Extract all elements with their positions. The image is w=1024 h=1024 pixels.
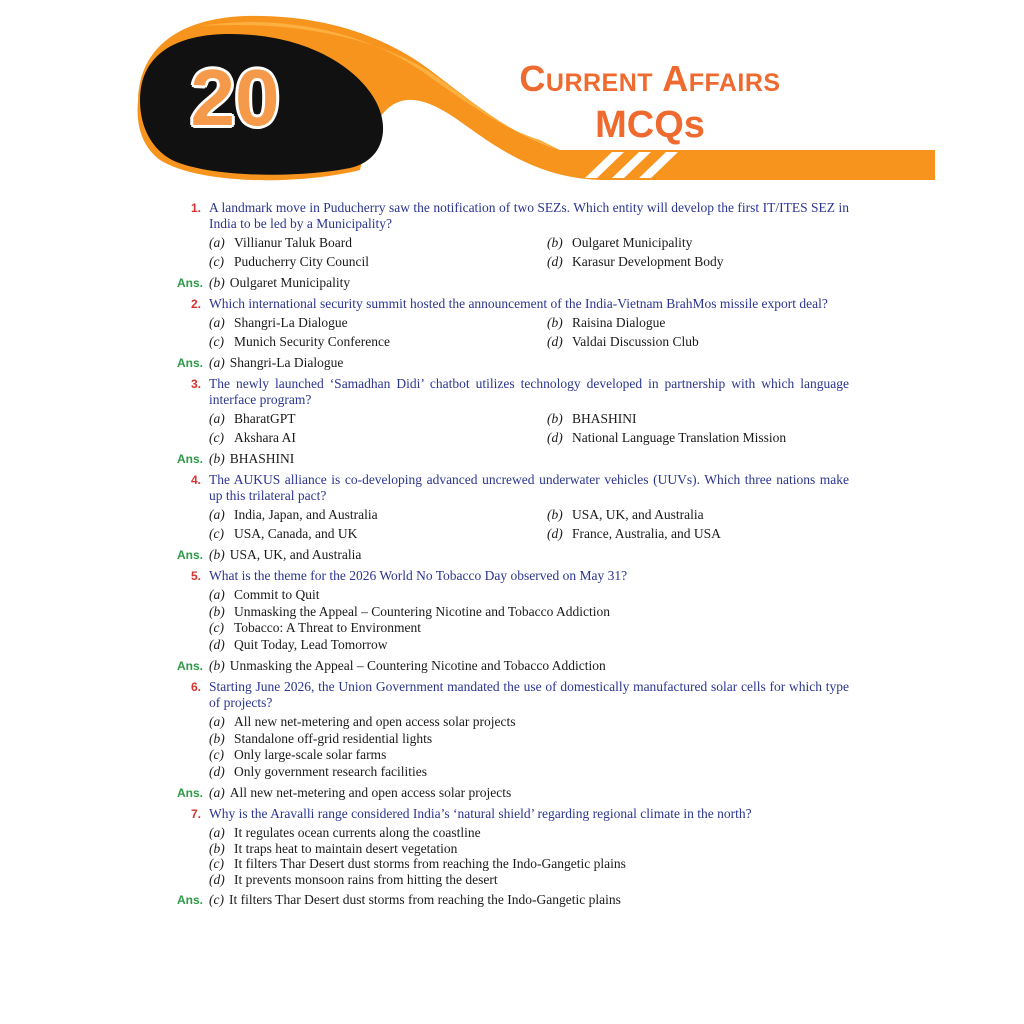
options xyxy=(209,825,1024,887)
option-c: (c) Only large-scale solar farms xyxy=(209,747,387,762)
chapter-header xyxy=(0,0,1024,195)
option-c: (c) Akshara AI xyxy=(209,429,296,445)
chapter-title-line1: Current Affairs xyxy=(519,58,781,99)
answer: Ans. (b) BHASHINI xyxy=(177,451,295,466)
question-item xyxy=(0,472,1024,564)
option-c: (c) Tobacco: A Threat to Environment xyxy=(209,620,422,635)
question-number: 2. xyxy=(190,297,201,311)
option-d: (d) Only government research facilities xyxy=(209,763,428,779)
option-b: (b) Oulgaret Municipality xyxy=(547,235,693,250)
question-item xyxy=(0,296,1024,372)
option-c: (c) Munich Security Conference xyxy=(209,333,390,349)
option-c: (c) Puducherry City Council xyxy=(209,253,369,269)
question-item xyxy=(0,376,1024,468)
option-b: (b) Standalone off-grid residential lights xyxy=(209,730,433,746)
answer-label: Ans. xyxy=(177,276,204,290)
question-number: 5. xyxy=(190,569,201,583)
question-number: 6. xyxy=(190,680,201,694)
option-b: (b) USA, UK, and Australia xyxy=(547,507,704,522)
question-text: A landmark move in Puducherry saw the notification of two SEZs. Which entity will develop the first IT/ITES SEZ in India to be led by a Municipality? xyxy=(209,200,849,231)
answer: Ans. (b) USA, UK, and Australia xyxy=(177,547,362,562)
question-text: The AUKUS alliance is co-developing advanced uncrewed underwater vehicles (UUVs). Which three nations make up this trilateral pact? xyxy=(209,472,849,503)
option-c: (c) It filters Thar Desert dust storms from reaching the Indo-Gangetic plains xyxy=(209,856,626,871)
question-item xyxy=(0,568,1024,675)
options xyxy=(209,315,1024,350)
option-d: (d) Valdai Discussion Club xyxy=(547,333,699,349)
answer-label: Ans. xyxy=(177,356,204,370)
question-text: Which international security summit hosted the announcement of the India-Vietnam BrahMos missile export deal? xyxy=(209,296,828,311)
option-b: (b) BHASHINI xyxy=(547,411,637,426)
answer-label: Ans. xyxy=(177,659,204,673)
question-text: The newly launched ‘Samadhan Didi’ chatbot utilizes technology developed in partnership with which language interface program? xyxy=(209,376,849,407)
option-a: (a) India, Japan, and Australia xyxy=(209,507,378,522)
option-d: (d) Karasur Development Body xyxy=(547,253,724,269)
answer: Ans. (b) Oulgaret Municipality xyxy=(177,275,351,290)
option-c: (c) USA, Canada, and UK xyxy=(209,525,358,541)
options xyxy=(209,235,1024,270)
option-b: (b) Raisina Dialogue xyxy=(547,315,666,330)
answer-label: Ans. xyxy=(177,786,204,800)
question-item xyxy=(0,200,1024,292)
options xyxy=(209,587,1024,653)
option-d: (d) Quit Today, Lead Tomorrow xyxy=(209,636,388,652)
question-number: 3. xyxy=(190,377,201,391)
question-number: 7. xyxy=(190,807,201,821)
answer-label: Ans. xyxy=(177,548,204,562)
option-d: (d) France, Australia, and USA xyxy=(547,525,721,541)
question-item xyxy=(0,679,1024,802)
option-b: (b) It traps heat to maintain desert vegetation xyxy=(209,840,458,856)
question-number: 4. xyxy=(190,473,201,487)
chapter-title xyxy=(470,56,830,148)
option-a: (a) Commit to Quit xyxy=(209,587,320,602)
answer: Ans. (b) Unmasking the Appeal – Countering Nicotine and Tobacco Addiction xyxy=(177,658,606,673)
options xyxy=(209,507,1024,542)
options xyxy=(209,714,1024,780)
option-a: (a) All new net-metering and open access solar projects xyxy=(209,714,516,729)
question-item xyxy=(0,806,1024,909)
question-text: Why is the Aravalli range considered India’s ‘natural shield’ regarding regional climate in the north? xyxy=(209,806,752,821)
question-text: Starting June 2026, the Union Government mandated the use of domestically manufactured solar cells for which type of projects? xyxy=(209,679,849,710)
chapter-number: 20 xyxy=(190,53,280,142)
option-a: (a) Villianur Taluk Board xyxy=(209,235,352,250)
question-number: 1. xyxy=(190,201,201,215)
question-list xyxy=(0,196,1024,909)
option-a: (a) Shangri-La Dialogue xyxy=(209,315,348,330)
answer: Ans. (a) All new net-metering and open access solar projects xyxy=(177,785,512,800)
option-a: (a) BharatGPT xyxy=(209,411,296,426)
option-d: (d) It prevents monsoon rains from hitting the desert xyxy=(209,871,498,887)
chapter-title-line2: MCQs xyxy=(595,104,705,146)
option-a: (a) It regulates ocean currents along the coastline xyxy=(209,825,481,840)
answer-label: Ans. xyxy=(177,452,204,466)
question-text: What is the theme for the 2026 World No Tobacco Day observed on May 31? xyxy=(209,568,628,583)
option-d: (d) National Language Translation Mission xyxy=(547,429,787,445)
option-b: (b) Unmasking the Appeal – Countering Nicotine and Tobacco Addiction xyxy=(209,603,610,619)
answer: Ans. (a) Shangri-La Dialogue xyxy=(177,355,344,370)
answer: Ans. (c) It filters Thar Desert dust storms from reaching the Indo-Gangetic plains xyxy=(177,892,621,907)
options xyxy=(209,411,1024,446)
answer-label: Ans. xyxy=(177,893,204,907)
